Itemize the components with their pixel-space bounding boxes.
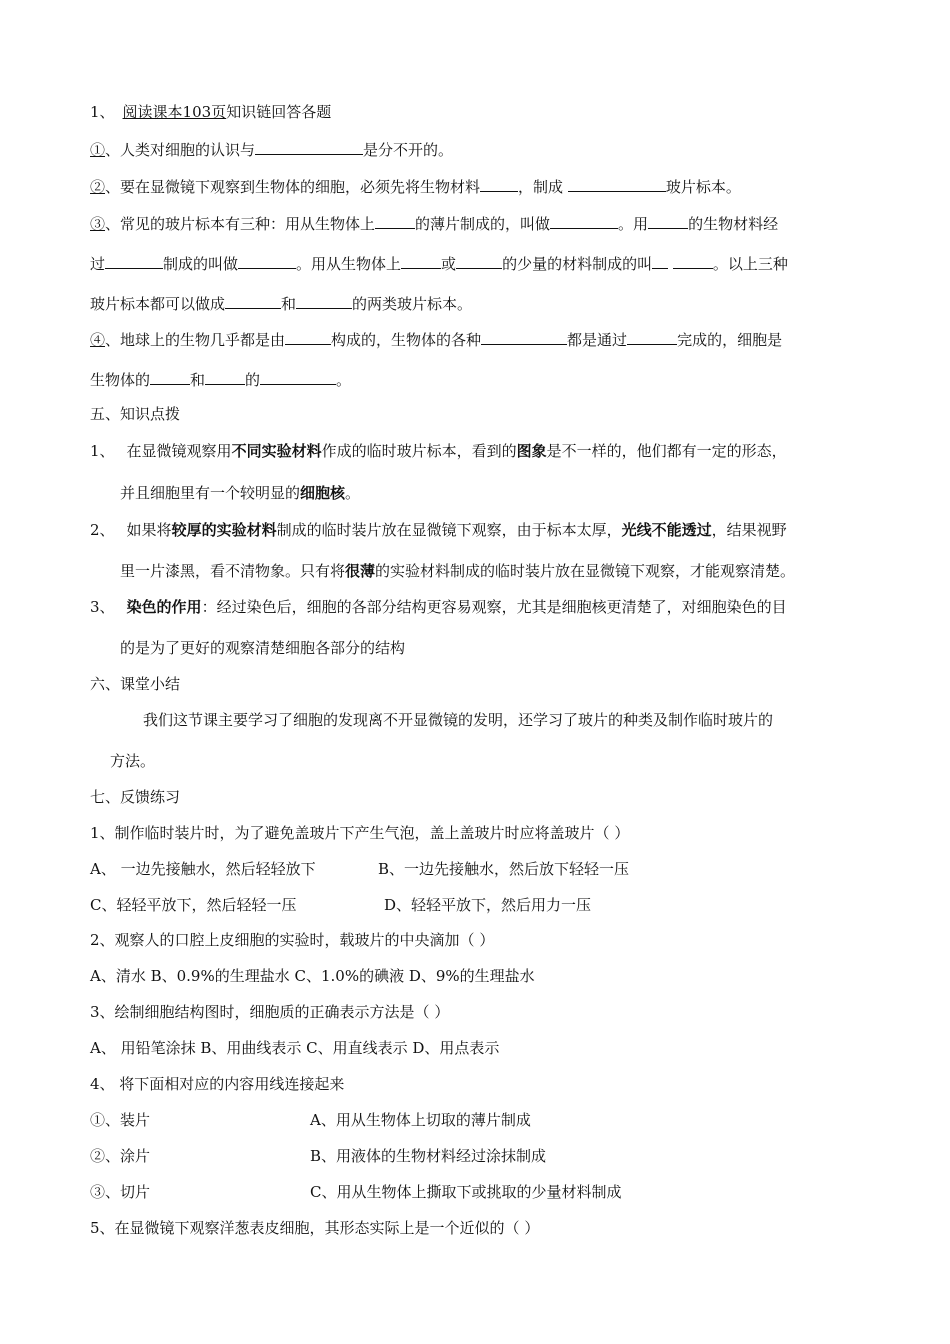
matching-right-item[interactable]: B、用液体的生物材料经过涂抹制成 bbox=[310, 1147, 547, 1165]
text: 的实验材料制成的临时装片放在显微镜下观察，才能观察清楚。 bbox=[375, 562, 796, 580]
subquestion-1 bbox=[90, 138, 453, 160]
answer-blank[interactable] bbox=[205, 368, 245, 385]
answer-blank[interactable] bbox=[375, 212, 415, 229]
text: 的薄片制成的，叫做 bbox=[415, 215, 551, 233]
option-a[interactable]: A、 一边先接触水，然后轻轻放下 bbox=[90, 860, 316, 878]
point-number: 2、 bbox=[90, 521, 115, 539]
section-5-heading: 五、知识点拨 bbox=[90, 405, 181, 423]
text: 都是通过 bbox=[567, 331, 628, 349]
answer-blank[interactable] bbox=[550, 212, 618, 229]
bold-term: 光线不能透过 bbox=[621, 521, 712, 539]
exercise-1-question: 1、制作临时装片时，为了避免盖玻片下产生气泡，盖上盖玻片时应将盖玻片（ ） bbox=[90, 824, 630, 842]
exercise-2-question: 2、观察人的口腔上皮细胞的实验时，载玻片的中央滴加（ ） bbox=[90, 931, 495, 949]
text: 里一片漆黑，看不清物象。只有将 bbox=[120, 562, 346, 580]
text: 和 bbox=[190, 371, 206, 389]
matching-left-item[interactable]: ①、装片 bbox=[90, 1111, 151, 1129]
text: 玻片标本都可以做成 bbox=[90, 295, 226, 313]
exercise-4-question: 4、 将下面相对应的内容用线连接起来 bbox=[90, 1075, 345, 1093]
answer-blank[interactable] bbox=[652, 252, 668, 269]
exercise-5-question: 5、在显微镜下观察洋葱表皮细胞，其形态实际上是一个近似的（ ） bbox=[90, 1219, 540, 1237]
answer-blank[interactable] bbox=[105, 252, 163, 269]
summary-line-2: 方法。 bbox=[110, 752, 156, 770]
matching-row bbox=[90, 1146, 547, 1166]
text: 作成的临时玻片标本，看到的 bbox=[321, 442, 517, 460]
text: 过 bbox=[90, 255, 106, 273]
circled-number: ② bbox=[90, 178, 106, 196]
exercise-1-options-row-1 bbox=[90, 859, 630, 879]
circled-number: ③ bbox=[90, 215, 106, 233]
answer-blank[interactable] bbox=[401, 252, 441, 269]
option-c[interactable]: C、轻轻平放下，然后轻轻一压 bbox=[90, 896, 297, 914]
knowledge-point-3-line-2: 的是为了更好的观察清楚细胞各部分的结构 bbox=[120, 639, 406, 657]
text: 完成的，细胞是 bbox=[677, 331, 783, 349]
text: 、地球上的生物几乎都是由 bbox=[105, 331, 286, 349]
text: 如果将 bbox=[126, 521, 172, 539]
text: ，结果视野 bbox=[711, 521, 787, 539]
answer-blank[interactable] bbox=[568, 175, 666, 192]
answer-blank[interactable] bbox=[150, 368, 190, 385]
heading-text: 知识链回答各题 bbox=[226, 103, 332, 121]
matching-row bbox=[90, 1110, 531, 1130]
subquestion-2 bbox=[90, 175, 741, 197]
answer-blank[interactable] bbox=[480, 175, 518, 192]
question-1-heading bbox=[90, 102, 331, 122]
text: 制成的临时装片放在显微镜下观察，由于标本太厚， bbox=[276, 521, 622, 539]
matching-left-item[interactable]: ②、涂片 bbox=[90, 1147, 151, 1165]
answer-blank[interactable] bbox=[225, 292, 281, 309]
knowledge-point-2-line-1 bbox=[90, 520, 787, 540]
text: 玻片标本。 bbox=[665, 178, 741, 196]
text: 的少量的材料制成的叫 bbox=[502, 255, 653, 273]
bold-term: 较厚的实验材料 bbox=[171, 521, 277, 539]
summary-line-1: 我们这节课主要学习了细胞的发现离不开显微镜的发明，还学习了玻片的种类及制作临时玻片的 bbox=[143, 711, 774, 729]
text: 、要在显微镜下观察到生物体的细胞，必须先将生物材料 bbox=[105, 178, 481, 196]
text: 的 bbox=[245, 371, 261, 389]
answer-blank[interactable] bbox=[285, 328, 331, 345]
question-number: 1、 bbox=[90, 103, 115, 121]
text: 制成的叫做 bbox=[163, 255, 239, 273]
answer-blank[interactable] bbox=[627, 328, 677, 345]
answer-blank[interactable] bbox=[456, 252, 502, 269]
section-6-heading: 六、课堂小结 bbox=[90, 675, 181, 693]
answer-blank[interactable] bbox=[296, 292, 352, 309]
subquestion-3-line-2 bbox=[90, 252, 788, 274]
bold-term: 细胞核 bbox=[300, 484, 346, 502]
text: 在显微镜观察用 bbox=[126, 442, 232, 460]
knowledge-point-1-line-2 bbox=[120, 483, 360, 503]
knowledge-point-3-line-1 bbox=[90, 597, 787, 617]
text: 是分不开的。 bbox=[363, 141, 454, 159]
answer-blank[interactable] bbox=[238, 252, 296, 269]
text: 。 bbox=[345, 484, 361, 502]
bold-term: 不同实验材料 bbox=[231, 442, 322, 460]
answer-blank[interactable] bbox=[648, 212, 688, 229]
text: ，制成 bbox=[518, 178, 568, 196]
bold-term: 很薄 bbox=[345, 562, 376, 580]
text: 。 bbox=[336, 371, 352, 389]
text: 。用 bbox=[618, 215, 649, 233]
answer-blank[interactable] bbox=[260, 368, 336, 385]
section-7-heading: 七、反馈练习 bbox=[90, 788, 181, 806]
exercise-3-options[interactable]: A、 用铅笔涂抹 B、用曲线表示 C、用直线表示 D、用点表示 bbox=[90, 1039, 500, 1057]
answer-blank[interactable] bbox=[673, 252, 713, 269]
bold-term: 图象 bbox=[516, 442, 547, 460]
point-number: 3、 bbox=[90, 598, 115, 616]
matching-row bbox=[90, 1182, 622, 1202]
text: 或 bbox=[441, 255, 457, 273]
text: 并且细胞里有一个较明显的 bbox=[120, 484, 301, 502]
circled-number: ① bbox=[90, 141, 106, 159]
option-b[interactable]: B、一边先接触水，然后放下轻轻一压 bbox=[378, 860, 630, 878]
text: 是不一样的，他们都有一定的形态， bbox=[546, 442, 787, 460]
matching-right-item[interactable]: A、用从生物体上切取的薄片制成 bbox=[310, 1111, 531, 1129]
point-number: 1、 bbox=[90, 442, 115, 460]
text: 、人类对细胞的认识与 bbox=[105, 141, 256, 159]
text: 构成的，生物体的各种 bbox=[331, 331, 482, 349]
answer-blank[interactable] bbox=[255, 138, 363, 155]
exercise-2-options[interactable]: A、清水 B、0.9%的生理盐水 C、1.0%的碘液 D、9%的生理盐水 bbox=[90, 967, 535, 985]
text: 、常见的玻片标本有三种：用从生物体上 bbox=[105, 215, 376, 233]
exercise-3-question: 3、绘制细胞结构图时，细胞质的正确表示方法是（ ） bbox=[90, 1003, 450, 1021]
subquestion-3-line-1 bbox=[90, 212, 778, 234]
textbook-reference: 阅读课本103页 bbox=[122, 103, 227, 121]
bold-term: 染色的作用 bbox=[126, 598, 202, 616]
text: 生物体的 bbox=[90, 371, 151, 389]
knowledge-point-1-line-1 bbox=[90, 441, 787, 461]
answer-blank[interactable] bbox=[481, 328, 567, 345]
circled-number: ④ bbox=[90, 331, 106, 349]
text: 和 bbox=[281, 295, 297, 313]
text: 的两类玻片标本。 bbox=[352, 295, 473, 313]
text: 的生物材料经 bbox=[688, 215, 779, 233]
subquestion-4-line-1 bbox=[90, 328, 782, 350]
text: ：经过染色后，细胞的各部分结构更容易观察，尤其是细胞核更清楚了，对细胞染色的目 bbox=[201, 598, 787, 616]
exercise-1-options-row-2 bbox=[90, 895, 592, 915]
subquestion-3-line-3 bbox=[90, 292, 472, 314]
subquestion-4-line-2 bbox=[90, 368, 351, 390]
option-d[interactable]: D、轻轻平放下，然后用力一压 bbox=[384, 896, 592, 914]
matching-right-item[interactable]: C、用从生物体上撕取下或挑取的少量材料制成 bbox=[310, 1183, 622, 1201]
text: 。用从生物体上 bbox=[296, 255, 402, 273]
text: 。以上三种 bbox=[712, 255, 788, 273]
matching-left-item[interactable]: ③、切片 bbox=[90, 1183, 151, 1201]
knowledge-point-2-line-2 bbox=[120, 561, 795, 581]
